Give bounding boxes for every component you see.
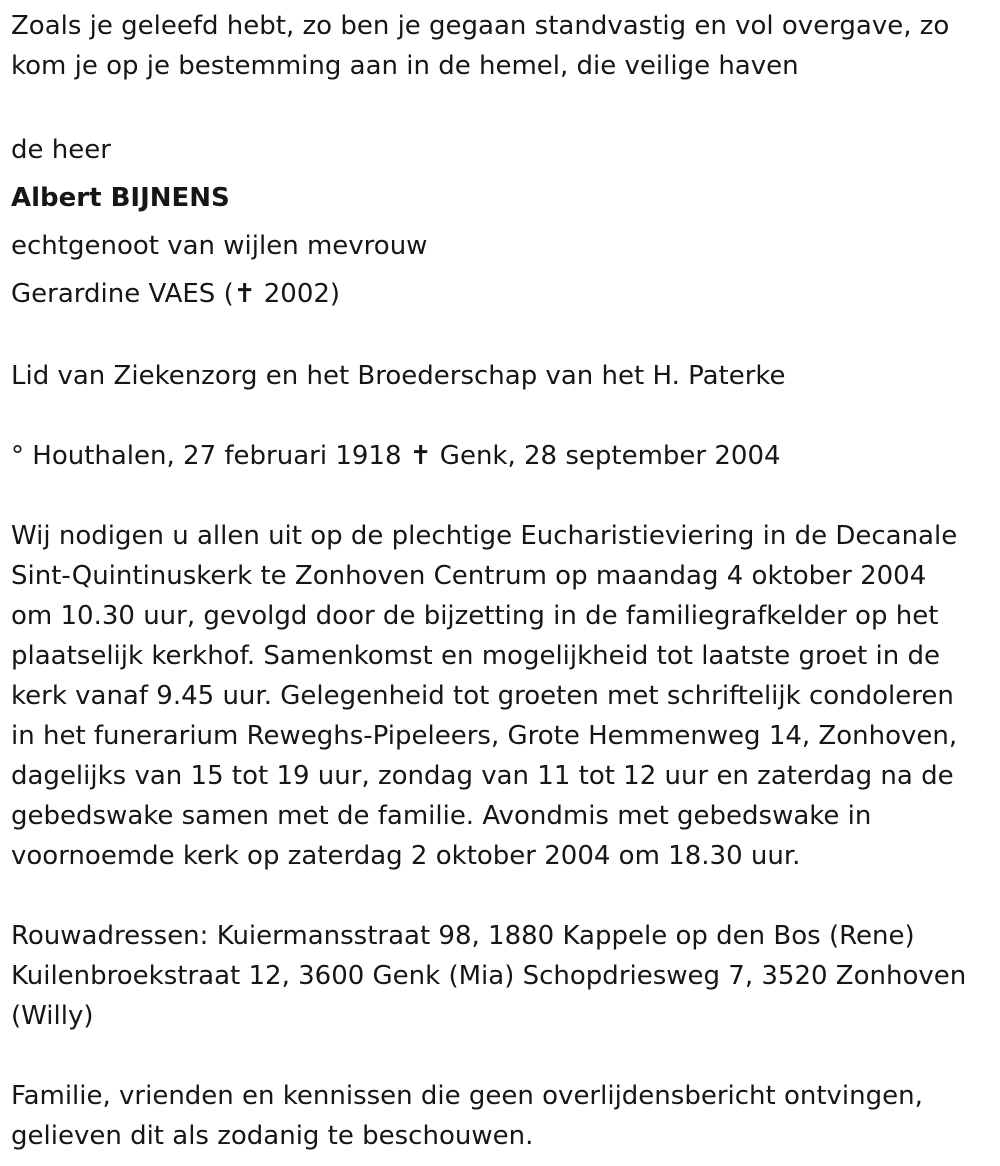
deceased-name: Albert BIJNENS bbox=[11, 183, 230, 213]
invitation-line: plaatselijk kerkhof. Samenkomst en mogelijkheid tot laatste groet in de bbox=[11, 641, 940, 671]
invitation-line: in het funerarium Reweghs-Pipeleers, Grote Hemmenweg 14, Zonhoven, bbox=[11, 721, 958, 751]
spacer bbox=[11, 476, 990, 516]
birth-death-dates: ° Houthalen, 27 februari 1918 ✝ Genk, 28 september 2004 bbox=[11, 441, 781, 471]
motto-line: Zoals je geleefd hebt, zo ben je gegaan standvastig en vol overgave, zo bbox=[11, 11, 950, 41]
mourning-addresses bbox=[11, 916, 990, 1036]
motto-line: kom je op je bestemming aan in de hemel, die veilige haven bbox=[11, 51, 799, 81]
spouse-name: Gerardine VAES (✝ 2002) bbox=[11, 279, 341, 309]
spacer bbox=[11, 396, 990, 436]
motto bbox=[11, 6, 990, 86]
spacer bbox=[11, 86, 990, 126]
invitation-line: voornoemde kerk op zaterdag 2 oktober 2004 om 18.30 uur. bbox=[11, 841, 801, 871]
membership-text: Lid van Ziekenzorg en het Broederschap van het H. Paterke bbox=[11, 361, 786, 391]
spacer bbox=[11, 318, 990, 356]
invitation-line: dagelijks van 15 tot 19 uur, zondag van 11 tot 12 uur en zaterdag na de bbox=[11, 761, 954, 791]
invitation-line: gebedswake samen met de familie. Avondmis met gebedswake in bbox=[11, 801, 872, 831]
spacer bbox=[11, 876, 990, 916]
invitation-paragraph bbox=[11, 516, 990, 876]
closing-note bbox=[11, 1076, 990, 1156]
address-line: Kuilenbroekstraat 12, 3600 Genk (Mia) Schopdriesweg 7, 3520 Zonhoven bbox=[11, 961, 967, 991]
closing-line: gelieven dit als zodanig te beschouwen. bbox=[11, 1121, 534, 1151]
invitation-line: Wij nodigen u allen uit op de plechtige Eucharistieviering in de Decanale bbox=[11, 521, 958, 551]
relation-text: echtgenoot van wijlen mevrouw bbox=[11, 231, 428, 261]
address-line: Rouwadressen: Kuiermansstraat 98, 1880 Kappele op den Bos (Rene) bbox=[11, 921, 915, 951]
deceased-block bbox=[11, 126, 990, 318]
invitation-line: kerk vanaf 9.45 uur. Gelegenheid tot groeten met schriftelijk condoleren bbox=[11, 681, 954, 711]
spacer bbox=[11, 1036, 990, 1076]
address-line: (Willy) bbox=[11, 1001, 94, 1031]
invitation-line: om 10.30 uur, gevolgd door de bijzetting in de familiegrafkelder op het bbox=[11, 601, 939, 631]
honorific: de heer bbox=[11, 135, 111, 165]
invitation-line: Sint-Quintinuskerk te Zonhoven Centrum op maandag 4 oktober 2004 bbox=[11, 561, 927, 591]
closing-line: Familie, vrienden en kennissen die geen overlijdensbericht ontvingen, bbox=[11, 1081, 923, 1111]
